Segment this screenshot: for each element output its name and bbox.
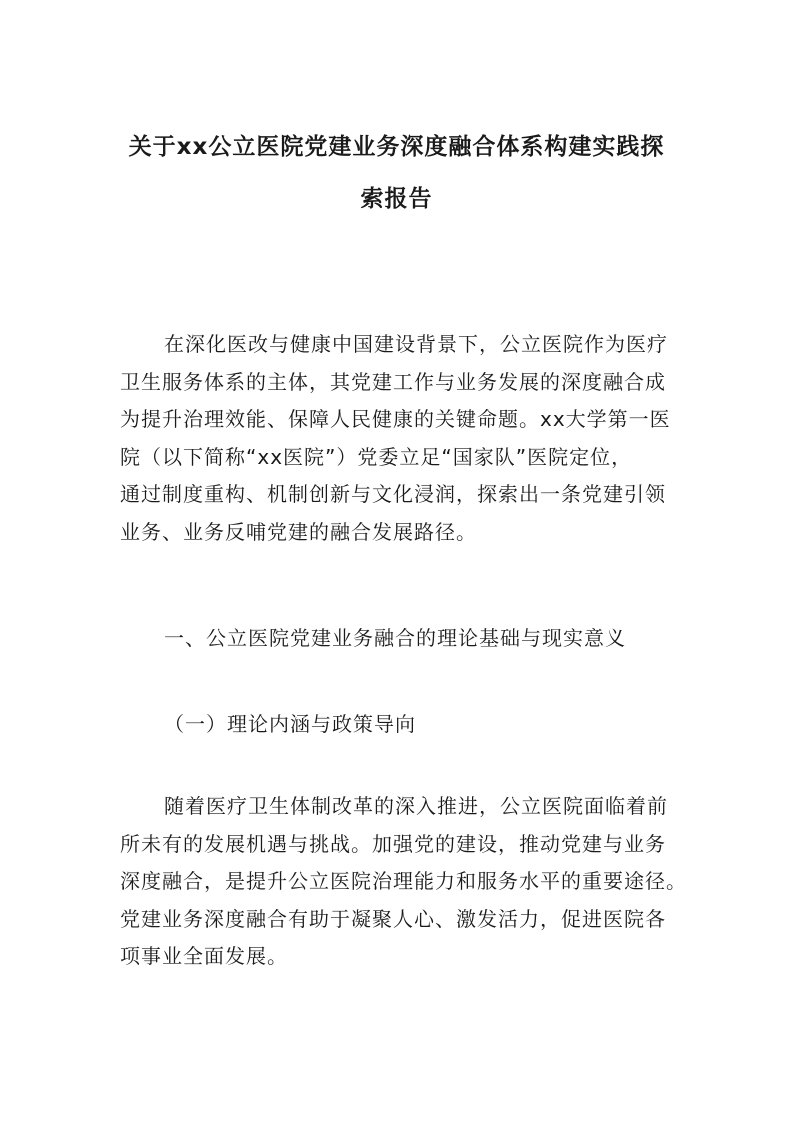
paragraph-line: 为提升治理效能、保障人民健康的关键命题。xx大学第一医	[120, 407, 671, 431]
paragraph-line: 所未有的发展机遇与挑战。加强党的建设，推动党建与业务	[120, 831, 666, 856]
subsection-heading: （一）理论内涵与政策导向	[164, 712, 416, 736]
paragraph-line: 项事业全面发展。	[120, 944, 288, 968]
paragraph-line: 随着医疗卫生体制改革的深入推进，公立医院面临着前	[164, 794, 668, 818]
paragraph-line: 在深化医改与健康中国建设背景下，公立医院作为医疗	[164, 332, 668, 356]
paragraph-line: 卫生服务体系的主体，其党建工作与业务发展的深度融合成	[120, 369, 666, 394]
document-title-line-2: 索报告	[360, 186, 433, 212]
intro-paragraph	[120, 326, 680, 551]
document-title-line-1: 关于xx公立医院党建业务深度融合体系构建实践探	[128, 134, 665, 160]
body-paragraph	[120, 788, 687, 976]
paragraph-line: 通过制度重构、机制创新与文化浸润，探索出一条党建引领	[120, 482, 666, 506]
paragraph-line: 深度融合，是提升公立医院治理能力和服务水平的重要途径。	[120, 869, 687, 893]
paragraph-line: 业务、业务反哺党建的融合发展路径。	[120, 519, 477, 544]
paragraph-line: 党建业务深度融合有助于凝聚人心、激发活力，促进医院各	[120, 906, 666, 931]
paragraph-line: 院（以下简称“xx医院”）党委立足“国家队”医院定位，	[120, 444, 633, 469]
section-heading: 一、公立医院党建业务融合的理论基础与现实意义	[164, 626, 626, 650]
